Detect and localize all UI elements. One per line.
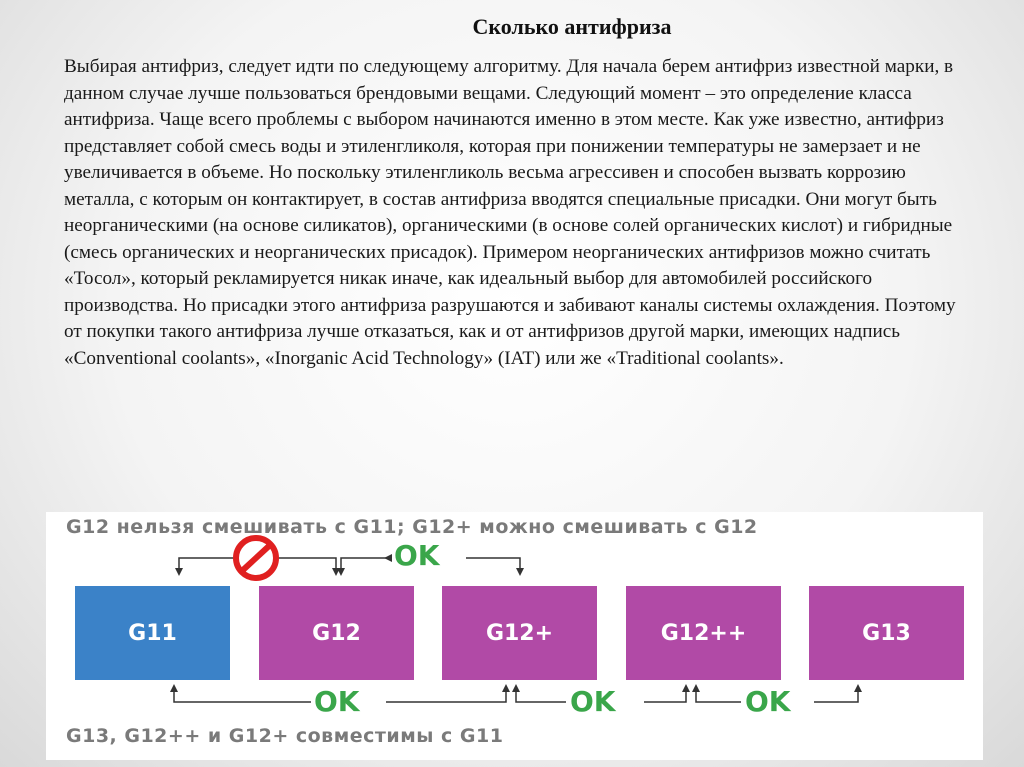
ok-label-bottom-3: OK	[745, 685, 791, 718]
forbidden-icon	[236, 538, 276, 578]
slide-title: Сколько антифриза	[472, 14, 672, 39]
body-paragraph: Выбирая антифриз, следует идти по следующему алгоритму. Для начала берем антифриз известной марки, в данном случае лучше пользоваться брендовыми вещами. Следующий момент – это определение класса антифриза. Чаще всего проблемы с выбором начинаются именно в этом месте. Как уже известно, антифриз представляет собой смесь воды и этиленгликоля, которая при понижении температуры не замерзает и не увеличивается в объеме. Но поскольку этиленгликоль весьма агрессивен и способен вызвать коррозию металла, с которым он контактирует, в состав антифриза вводятся специальные присадки. Они могут быть неорганическими (на основе силикатов), органическими (в основе солей органических кислот) и гибридные (смесь органических и неорганических присадок). Примером неорганических антифризов можно считать «Тосол», который рекламируется никак иначе, как идеальный выбор для автомобилей российского производства. Но присадки этого антифриза разрушаются и забивают каналы системы охлаждения. Поэтому от покупки такого антифриза лучше отказаться, как и от антифризов другой марки, имеющих надпись «Conventional coolants», «Inorganic Acid Technology» (IAT) или же «Traditional coolants».	[64, 56, 956, 369]
top-caption: G12 нельзя смешивать с G11; G12+ можно смешивать с G12	[66, 516, 758, 538]
ok-label-top: OK	[394, 539, 440, 572]
box-g12-plus-plus: G12++	[626, 586, 781, 680]
bottom-caption: G13, G12++ и G12+ совместимы с G11	[66, 725, 504, 747]
box-g13: G13	[809, 586, 964, 680]
ok-label-bottom-1: OK	[314, 685, 360, 718]
box-g11: G11	[75, 586, 230, 680]
box-g12-plus: G12+	[442, 586, 597, 680]
box-g12: G12	[259, 586, 414, 680]
ok-label-bottom-2: OK	[570, 685, 616, 718]
antifreeze-compatibility-diagram	[46, 512, 983, 760]
